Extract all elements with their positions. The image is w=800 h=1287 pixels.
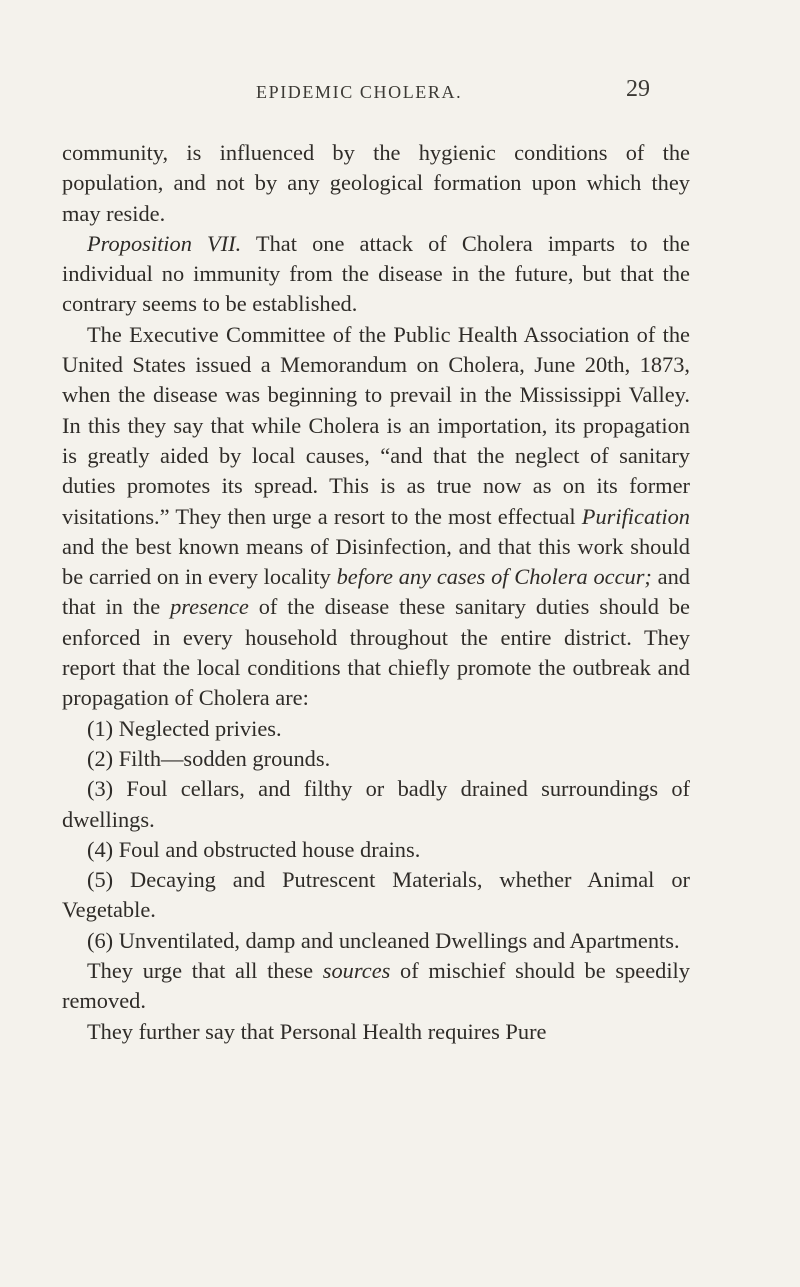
list-item: (4) Foul and obstructed house drains. [87,836,421,862]
memorandum-emphasis-before-cases: before any cases of Cholera occur; [336,564,652,590]
paragraph-sources [62,956,690,1017]
proposition-label: Proposition VII. [87,230,242,256]
list-item: (2) Filth—sodden grounds. [87,745,331,771]
proposition-text: That one attack of Cholera imparts to the individual no immunity from the disease in the future, but that the contrary seems to be established. [62,230,690,317]
list-item: (3) Foul cellars, and filthy or badly drained surroundings of dwellings. [62,776,690,832]
paragraph-community: community, is influenced by the hygienic conditions of the population, and not by any geological formation upon which they may reside. [62,140,690,226]
paragraph-memorandum [62,320,690,714]
memorandum-text-d: of the disease these sanitary duties should be enforced in every household throughout the entire district. They report that the local conditions that chiefly promote the outbreak and propagation of Cholera are: [62,594,690,711]
body-text [62,138,690,1047]
paragraph-proposition-vii [62,229,690,320]
page-number: 29 [626,76,650,102]
memorandum-text-c: and that in the [62,564,690,620]
sources-text-a: They urge that all these [87,958,323,984]
sources-emphasis: sources [322,958,391,984]
paragraph-personal-health: They further say that Personal Health requires Pure [87,1018,547,1044]
memorandum-emphasis-purification: Purification [581,503,690,529]
running-head [0,76,800,112]
list-item: (1) Neglected privies. [87,715,282,741]
memorandum-text-a: The Executive Committee of the Public Health Association of the United States issued a Memorandum on Cholera, June 20th, 1873, when the disease was beginning to prevail in the Mississippi Valley. In this they say that while Cholera is an importation, its propagation is greatly aided by local causes, “and that the neglect of sanitary duties promotes its spread. This is as true now as on its former visitations.” They then urge a resort to the most effectual [62,321,690,529]
memorandum-text-b: and the best known means of Disinfection, and that this work should be carried on in every locality [62,533,690,590]
list-item: (6) Unventilated, damp and uncleaned Dwellings and Apartments. [87,927,680,953]
memorandum-emphasis-presence: presence [170,594,249,620]
running-title: EPIDEMIC CHOLERA. [256,82,463,102]
sources-text-b: of mischief should be speedily removed. [62,958,690,1014]
list-item: (5) Decaying and Putrescent Materials, whether Animal or Vegetable. [62,867,690,923]
